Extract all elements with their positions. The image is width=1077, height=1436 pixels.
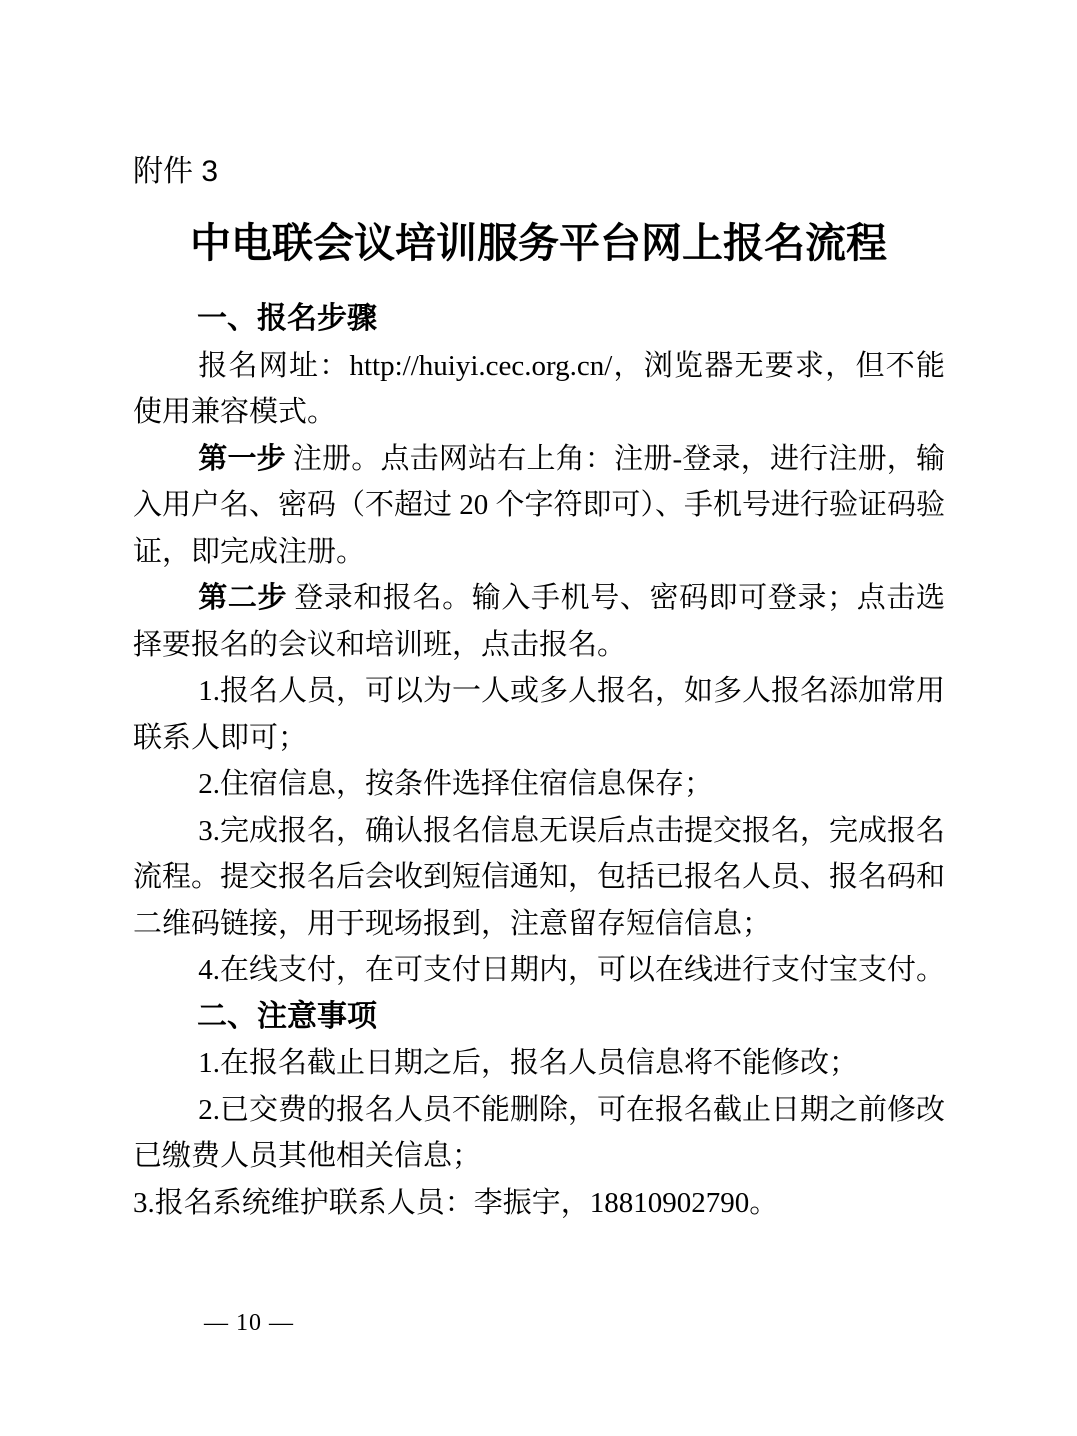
paragraph-text: 3.完成报名，确认报名信息无误后点击提交报名，完成报名流程。提交报名后会收到短信通知，包括已报名人员、报名码和二维码链接，用于现场报到，注意留存短信信息； [133,814,946,940]
paragraph-text: 3.报名系统维护联系人员：李振宇，18810902790。 [133,1186,779,1219]
attachment-label: 附件 3 [133,155,219,188]
paragraph [133,575,945,668]
paragraph [133,436,945,576]
paragraph [133,1087,945,1180]
paragraph-text: 登录和报名。输入手机号、密码即可登录；点击选择要报名的会议和培训班，点击报名。 [133,582,945,661]
paragraph-text: 2.住宿信息，按条件选择住宿信息保存； [198,768,714,800]
paragraph [133,947,945,994]
paragraph-text: 2.已交费的报名人员不能删除，可在报名截止日期之前修改已缴费人员其他相关信息； [133,1093,946,1172]
section-heading-notes: 二、注意事项 [197,999,377,1033]
paragraph-text: 1.报名人员，可以为一人或多人报名，如多人报名添加常用联系人即可； [133,675,946,754]
step-label-1: 第一步 [198,442,286,475]
paragraph-text: 注册。点击网站右上角：注册-登录，进行注册，输入用户名、密码（不超过 20 个字符即可）、手机号进行验证码验证，即完成注册。 [133,442,946,568]
paragraph-text: 1.在报名截止日期之后，报名人员信息将不能修改； [198,1047,859,1079]
paragraph-text: 报名网址：http://huiyi.cec.org.cn/，浏览器无要求，但不能使用兼容模式。 [133,349,945,428]
step-label-2: 第二步 [198,582,288,614]
paragraph [133,343,945,436]
paragraph-text: 4.在线支付，在可支付日期内，可以在线进行支付宝支付。 [198,954,946,986]
paragraph [133,668,945,761]
paragraph [133,1180,945,1227]
document-body [133,296,945,1226]
paragraph [133,808,945,948]
section-heading-registration-steps: 一、报名步骤 [197,302,377,335]
page-number: — 10 — [204,1310,294,1336]
paragraph [133,1040,945,1087]
paragraph [133,761,945,808]
document-title: 中电联会议培训服务平台网上报名流程 [190,220,887,266]
